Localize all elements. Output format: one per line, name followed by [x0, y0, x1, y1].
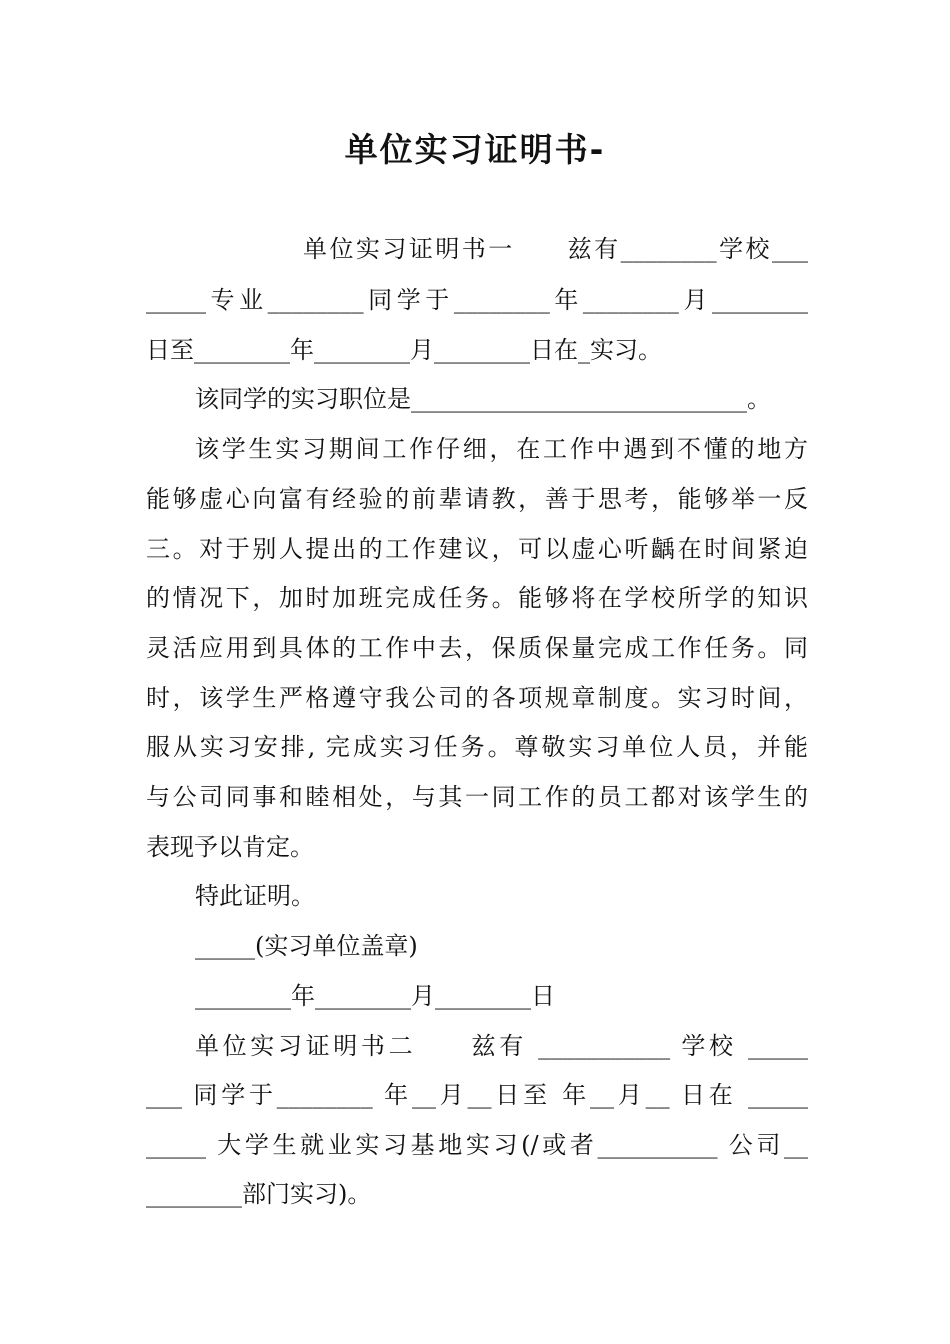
- text-line: 的情况下，加时加班完成任务。能够将在学校所学的知识: [146, 584, 808, 612]
- text-line: ________部门实习)。: [146, 1180, 372, 1208]
- text-line: _____专业________同学于________年________月________: [146, 286, 808, 314]
- text-line: ___ 同学于________ 年__月__日至 年__月__ 日在 _____: [146, 1081, 808, 1109]
- text-line: ________年________月________日: [195, 982, 555, 1010]
- text-line: _____(实习单位盖章): [195, 932, 418, 960]
- text-line: 三。对于别人提出的工作建议，可以虚心听齲在时间紧迫: [146, 535, 808, 563]
- text-line: 灵活应用到具体的工作中去，保质保量完成工作任务。同: [146, 634, 808, 662]
- document-title: 单位实习证明书-: [344, 130, 606, 169]
- text-line: 该学生实习期间工作仔细，在工作中遇到不懂的地方: [195, 435, 808, 463]
- text-line: 表现予以肯定。: [146, 833, 314, 861]
- text-line: 与公司同事和睦相处，与其一同工作的员工都对该学生的: [146, 783, 808, 811]
- text-line: 服从实习安排, 完成实习任务。尊敬实习单位人员，并能: [146, 733, 808, 761]
- text-line: 特此证明。: [195, 882, 315, 910]
- text-line: 该同学的实习职位是____________________________。: [195, 385, 771, 413]
- text-line: _____ 大学生就业实习基地实习(/或者__________ 公司__: [146, 1131, 808, 1159]
- text-line: 单位实习证明书一 兹有________学校___: [303, 235, 808, 263]
- text-line: 能够虚心向富有经验的前辈请教，善于思考，能够举一反: [146, 485, 808, 513]
- text-line: 时，该学生严格遵守我公司的各项规章制度。实习时间，: [146, 684, 808, 712]
- text-line: 日至________年________月________日在_实习。: [146, 336, 662, 364]
- text-line: 单位实习证明书二 兹有 ___________ 学校 _____: [195, 1032, 808, 1060]
